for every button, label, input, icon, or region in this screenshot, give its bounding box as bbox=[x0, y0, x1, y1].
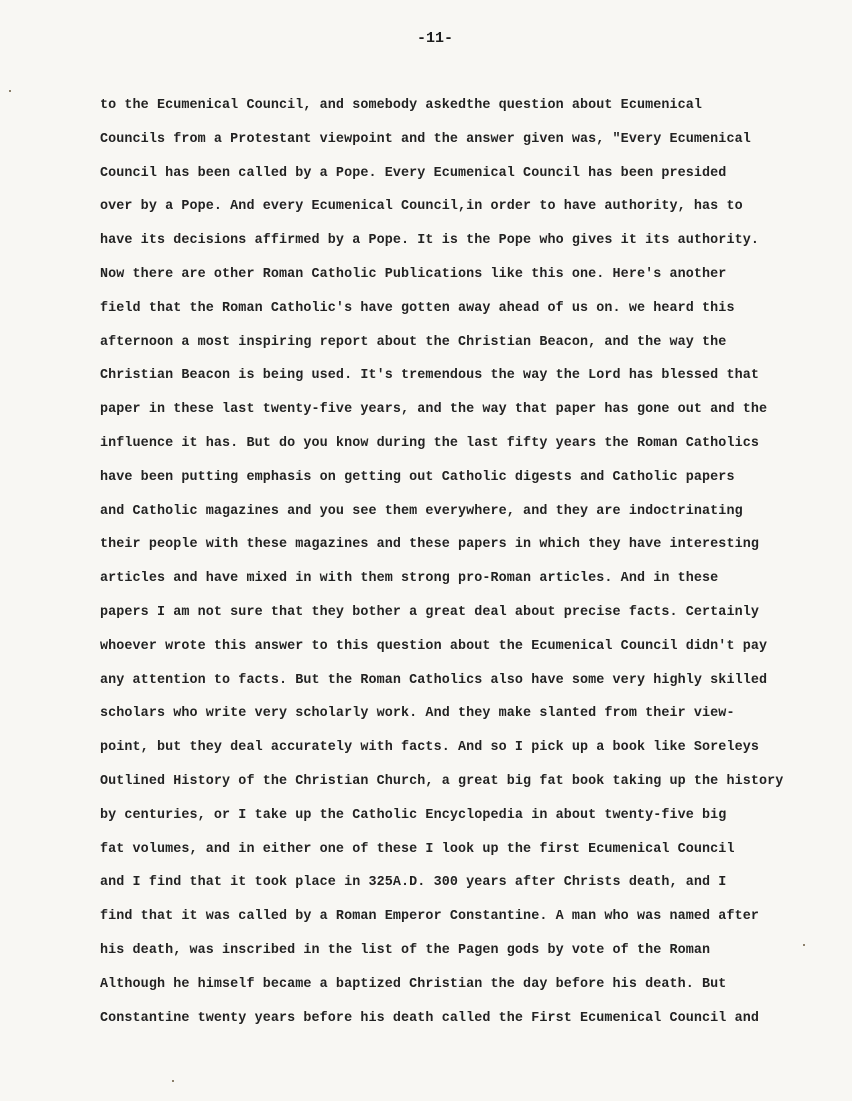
text-line: Outlined History of the Christian Church, a great big fat book taking up the history bbox=[100, 773, 784, 789]
text-line: have been putting emphasis on getting out Catholic digests and Catholic papers bbox=[100, 469, 735, 485]
paper-speck bbox=[172, 1080, 174, 1082]
text-line: whoever wrote this answer to this question about the Ecumenical Council didn't pay bbox=[100, 638, 768, 654]
text-line: to the Ecumenical Council, and somebody askedthe question about Ecumenical bbox=[100, 98, 703, 113]
text-line: and Catholic magazines and you see them everywhere, and they are indoctrinating bbox=[100, 503, 743, 519]
text-line: afternoon a most inspiring report about the Christian Beacon, and the way the bbox=[100, 334, 727, 350]
text-line: Council has been called by a Pope. Every Ecumenical Council has been presided bbox=[100, 165, 727, 181]
text-line: influence it has. But do you know during the last fifty years the Roman Catholics bbox=[100, 435, 759, 451]
page-number: -11- bbox=[416, 30, 453, 47]
text-line: articles and have mixed in with them strong pro-Roman articles. And in these bbox=[100, 571, 719, 587]
text-line: Councils from a Protestant viewpoint and the answer given was, "Every Ecumenical bbox=[100, 131, 751, 147]
text-line: by centuries, or I take up the Catholic Encyclopedia in about twenty-five big bbox=[100, 807, 727, 823]
text-line: his death, was inscribed in the list of the Pagen gods by vote of the Roman bbox=[100, 942, 711, 958]
text-line: and I find that it took place in 325A.D. 300 years after Christs death, and I bbox=[100, 875, 727, 891]
typed-body-text bbox=[100, 96, 810, 1042]
text-line: over by a Pope. And every Ecumenical Council,in order to have authority, has to bbox=[100, 199, 743, 215]
text-line: point, but they deal accurately with facts. And so I pick up a book like Soreleys bbox=[100, 740, 759, 756]
text-line: find that it was called by a Roman Emperor Constantine. A man who was named after bbox=[100, 909, 759, 925]
text-line: Christian Beacon is being used. It's tremendous the way the Lord has blessed that bbox=[100, 368, 759, 384]
text-line: paper in these last twenty-five years, and the way that paper has gone out and the bbox=[100, 402, 768, 418]
text-line: Although he himself became a baptized Christian the day before his death. But bbox=[100, 976, 727, 992]
paper-speck bbox=[9, 90, 11, 92]
text-line: papers I am not sure that they bother a great deal about precise facts. Certainly bbox=[100, 604, 759, 620]
text-line: any attention to facts. But the Roman Catholics also have some very highly skilled bbox=[100, 672, 768, 688]
text-line: scholars who write very scholarly work. And they make slanted from their view- bbox=[100, 706, 735, 722]
text-line: Constantine twenty years before his death called the First Ecumenical Council and bbox=[100, 1010, 759, 1026]
text-line: Now there are other Roman Catholic Publications like this one. Here's another bbox=[100, 266, 727, 282]
text-line: their people with these magazines and these papers in which they have interesting bbox=[100, 537, 759, 553]
text-line: fat volumes, and in either one of these I look up the first Ecumenical Council bbox=[100, 841, 735, 857]
text-line: field that the Roman Catholic's have gotten away ahead of us on. we heard this bbox=[100, 300, 735, 316]
text-line: have its decisions affirmed by a Pope. It is the Pope who gives it its authority. bbox=[100, 233, 759, 249]
